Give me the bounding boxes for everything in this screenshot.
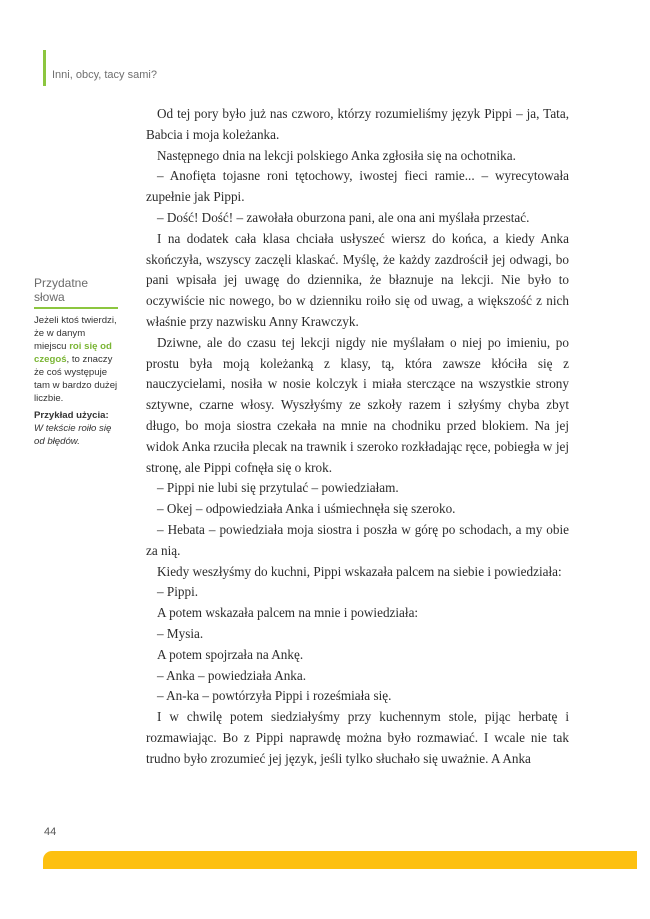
vocabulary-sidebar [34, 276, 118, 448]
page-number: 44 [44, 826, 57, 838]
paragraph: – Anka – powiedziała Anka. [157, 667, 307, 683]
paragraph: A potem spojrzała na Ankę. [157, 646, 304, 662]
paragraph: – Mysia. [157, 625, 204, 641]
paragraph: Dziwne, ale do czasu tej lekcji nigdy nie myślałam o niej po imieniu, po prostu była moją koleżanką z klasy, tą, która zawsze kłóciła się z nauczycielami, nosiła w nosie kolczyk i miała sterczące na wszystkie strony sztywne, czarne włosy. Wyszłyśmy ze szkoły razem i szłyśmy chyba zbyt długo, bo moja siostra czekała na mnie na chodniku przed blokiem. Na jej widok Anka rzuciła plecak na trawnik i szeroko rozkładając ręce, pobiegła w jej stronę, ale Pippi cofnęła się o krok. [146, 334, 569, 475]
chapter-title: Inni, obcy, tacy sami? [52, 69, 157, 81]
paragraph: Od tej pory było już nas czworo, którzy rozumieliśmy język Pippi – ja, Tata, Babcia i moja koleżanka. [146, 106, 569, 142]
paragraph: – Dość! Dość! – zawołała oburzona pani, ale ona ani myślała przestać. [157, 209, 530, 225]
paragraph: – Pippi. [157, 584, 199, 600]
paragraph: I w chwilę potem siedziałyśmy przy kuchennym stole, pijąc herbatę i rozmawiając. Bo z Pippi naprawdę można było rozmawiać. I wcale nie tak trudno było zrozumieć jej język, jeśli tylko słuchało się uważnie. A Anka [146, 709, 569, 766]
definition-text-after: , to znaczy że coś występuje tam w bardzo dużej liczbie. [34, 354, 118, 404]
paragraph: – Pippi nie lubi się przytulać – powiedziałam. [157, 480, 399, 496]
story-text [146, 104, 569, 770]
paragraph: – Hebata – powiedziała moja siostra i poszła w górę po schodach, a my obie za nią. [146, 521, 569, 558]
paragraph: – Okej – odpowiedziała Anka i uśmiechnęła się szeroko. [157, 501, 456, 517]
example-label: Przykład użycia: [34, 410, 109, 421]
paragraph: I na dodatek cała klasa chciała usłyszeć wiersz do końca, a kiedy Anka skończyła, wszyscy zaczęli klaskać. Myślę, że każdy zazdrościł jej odwagi, bo pani wpisała jej uwagę do dziennika, że błaznuje na lekcji. Nie było to oczywiście nic nowego, bo w dzienniku roiło się od uwag, a większość z nich właśnie przy nazwisku Anny Krawczyk. [146, 230, 569, 329]
footer-color-bar [43, 851, 637, 869]
paragraph: – Anofięta tojasne roni tętochowy, iwostej fieci ramie... – wyrecytowała zupełnie jak Pippi. [146, 168, 569, 205]
paragraph: A potem wskazała palcem na mnie i powiedziała: [157, 605, 419, 621]
paragraph: Następnego dnia na lekcji polskiego Anka zgłosiła się na ochotnika. [157, 147, 516, 163]
paragraph: Kiedy weszłyśmy do kuchni, Pippi wskazała palcem na siebie i powiedziała: [157, 563, 562, 579]
paragraph: – An-ka – powtórzyła Pippi i roześmiała się. [157, 688, 392, 704]
sidebar-divider [34, 307, 118, 309]
sidebar-example [34, 409, 118, 448]
definition-keyword: roi się od czegoś [34, 341, 112, 365]
sidebar-heading: Przydatne słowa [34, 276, 89, 304]
example-text: W tekście roiło się od błędów. [34, 423, 112, 447]
definition-text-before: Jeżeli ktoś twierdzi, że w danym miejscu [34, 315, 117, 352]
sidebar-definition [34, 314, 118, 405]
header-accent-bar [43, 50, 46, 86]
